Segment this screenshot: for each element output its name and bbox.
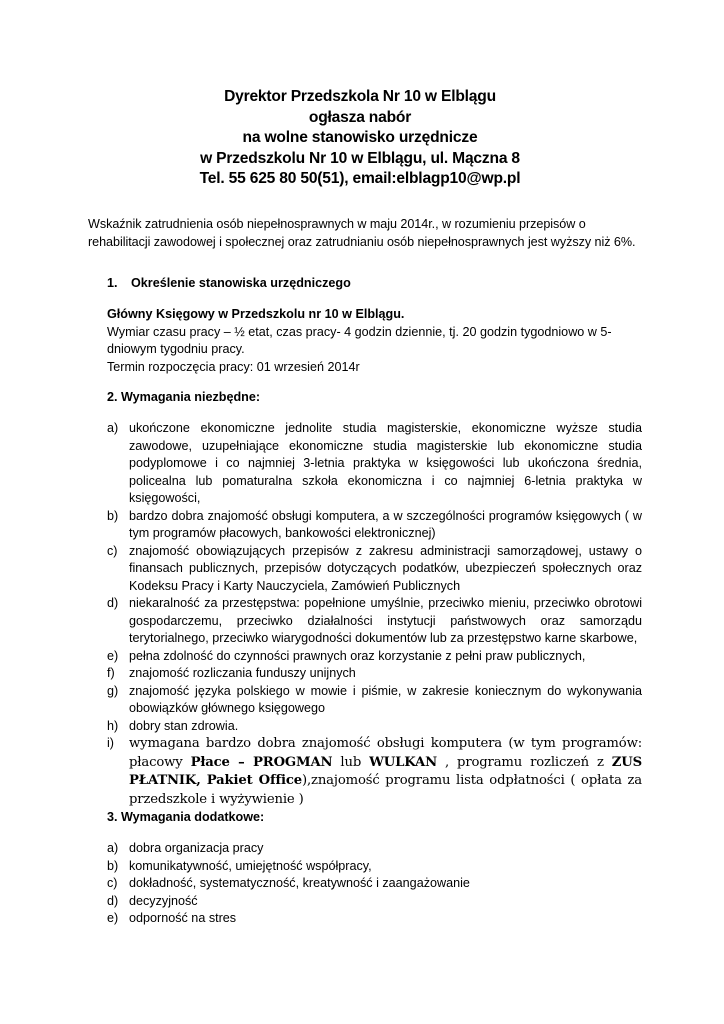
position-description [107, 306, 627, 376]
header-line-director: Dyrektor Przedszkola Nr 10 w Elblągu [224, 88, 496, 105]
header-line-address: w Przedszkolu Nr 10 w Elblągu, ul. Mączna 8 [200, 149, 520, 167]
list-item: g) znajomość języka polskiego w mowie i piśmie, w zakresie koniecznym do wykonywania obowiązków głównego księgowego [107, 683, 642, 715]
list-item: e) pełna zdolność do czynności prawnych oraz korzystanie z pełni praw publicznych, [107, 648, 586, 663]
section-1-heading [107, 276, 351, 290]
list-item: h) dobry stan zdrowia. [107, 718, 239, 733]
section-1-number: 1. [107, 276, 118, 290]
list-item: c) dokładność, systematyczność, kreatywność i zaangażowanie [107, 876, 470, 890]
start-date-text: Termin rozpoczęcia pracy: 01 wrzesień 2014r [107, 359, 360, 374]
list-item: b) bardzo dobra znajomość obsługi komputera, a w szczególności programów księgowych ( w tym programów płacowych, bankowości elektronicznej) [107, 508, 642, 540]
list-item: b) komunikatywność, umiejętność współpracy, [107, 858, 372, 873]
required-qualifications-list [107, 420, 642, 809]
role-title: Główny Księgowy w Przedszkolu nr 10 w Elblągu. [107, 307, 405, 321]
list-item: c) znajomość obowiązujących przepisów z zakresu administracji samorządowej, ustawy o finansach publicznych, przepisów dotyczących podatków, ubezpieczeń społecznych oraz Kodeksu Pracy i Karty Nauczyciela, Zamówień Publicznych [107, 543, 642, 593]
workload-text: Wymiar czasu pracy – ½ etat, czas pracy- 4 godzin dziennie, tj. 20 godzin tygodniowo w 5-dniowym tygodniu pracy. [107, 324, 612, 356]
header-line-position: na wolne stanowisko urzędnicze [242, 129, 478, 146]
list-item: e) odporność na stres [107, 911, 237, 925]
list-item: d) niekaralność za przestępstwa: popełnione umyślnie, przeciwko mieniu, przeciwko obrotowi gospodarczemu, przeciwko działalności instytucji państwowych oraz samorządu terytorialnego, przeciwko wiarygodności dokumentów lub za przestępstwo karne skarbowe, [107, 596, 642, 645]
section-3-heading: 3. Wymagania dodatkowe: [107, 810, 265, 824]
section-2-heading: 2. Wymagania niezbędne: [107, 390, 261, 404]
employment-indicator-paragraph: Wskaźnik zatrudnienia osób niepełnosprawnych w maju 2014r., w rozumieniu przepisów o rehabilitacji zawodowej i społecznej oraz zatrudnianiu osób niepełnosprawnych jest wyższy niż 6%. [88, 217, 636, 249]
software-requirement-text: wymagana bardzo dobra znajomość obsługi komputera (w tym programów: płacowy Płace – PROGMAN lub WULKAN , programu rozliczeń z ZUS PŁATNIK, Pakiet Office),znajomość programu lista odpłatności ( opłata za przedszkole i wyżywienie ) [129, 736, 642, 807]
header-line-announces: ogłasza nabór [308, 108, 412, 126]
list-item-software: i) wymagana bardzo dobra znajomość obsługi komputera (w tym programów: płacowy Płace – PROGMAN lub WULKAN , programu rozliczeń z ZUS PŁATNIK, Pakiet Office),znajomość programu lista odpłatności ( opłata za przedszkole i wyżywienie ) [107, 735, 642, 809]
header-line-contact: Tel. 55 625 80 50(51), email:elblagp10@wp.pl [199, 170, 521, 187]
section-1-title: Określenie stanowiska urzędniczego [131, 276, 351, 290]
list-item: d) decyzyjność [107, 893, 198, 908]
list-item: a) ukończone ekonomiczne jednolite studia magisterskie, ekonomiczne wyższe studia zawodowe, uzupełniające ekonomiczne studia magisterskie lub ekonomiczne studia podyplomowe i co najmniej 3-letnia praktyka w księgowości lub ukończona średnia, policealna lub pomaturalna szkoła ekonomiczna i co najmniej 6-letnia praktyka w księgowości, [107, 421, 642, 505]
list-item: f) znajomość rozliczania funduszy unijnych [107, 666, 356, 680]
announcement-header [160, 87, 560, 190]
additional-requirements-list [107, 840, 642, 928]
list-item: a) dobra organizacja pracy [107, 841, 264, 855]
